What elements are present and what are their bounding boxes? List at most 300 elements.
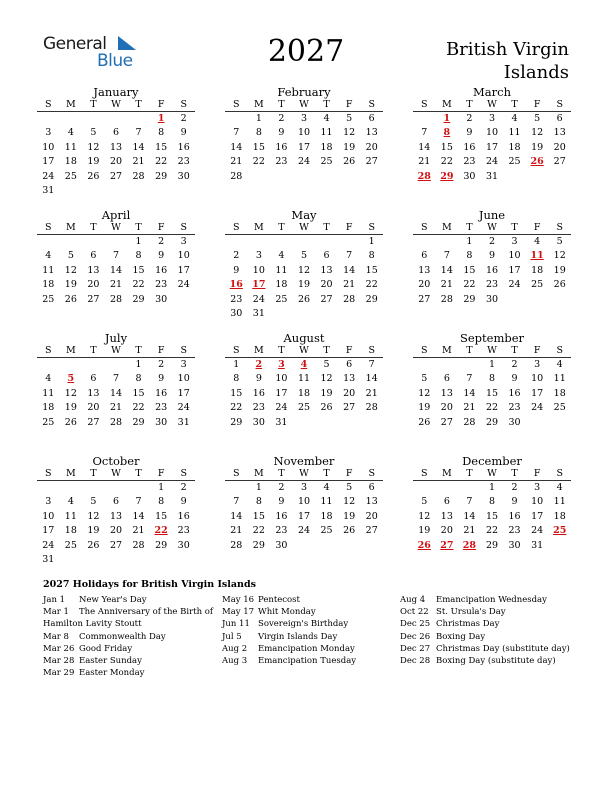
empty-cell bbox=[105, 112, 128, 126]
day-cell: 31 bbox=[42, 184, 55, 196]
day-cell: 13 bbox=[109, 510, 123, 522]
month-title: May bbox=[291, 208, 317, 222]
day-cell: 24 bbox=[177, 402, 190, 414]
weekday-label: F bbox=[157, 222, 165, 233]
day-cell: 23 bbox=[508, 525, 521, 537]
holiday-date: Jun 11 bbox=[222, 619, 250, 630]
day-cell: 15 bbox=[252, 141, 265, 153]
day-cell: 7 bbox=[466, 496, 473, 508]
day-cell: 15 bbox=[463, 264, 476, 276]
weekday-label: S bbox=[368, 222, 375, 233]
empty-cell bbox=[225, 481, 248, 495]
weekday-label: F bbox=[533, 468, 541, 479]
day-cell: 18 bbox=[553, 510, 566, 522]
day-cell: 13 bbox=[418, 264, 431, 276]
month-title: June bbox=[478, 208, 506, 222]
day-cell: 14 bbox=[463, 387, 476, 399]
day-cell: 3 bbox=[180, 236, 187, 247]
day-cell: 11 bbox=[553, 496, 566, 508]
holiday-name: Whit Monday bbox=[258, 607, 316, 618]
day-cell: 3 bbox=[488, 113, 496, 124]
holiday-row bbox=[222, 655, 392, 667]
weekday-label: S bbox=[45, 222, 52, 233]
day-cell: 15 bbox=[440, 141, 453, 153]
day-cell: 2 bbox=[511, 359, 518, 370]
day-cell: 23 bbox=[485, 279, 499, 291]
holiday-row bbox=[43, 594, 213, 606]
weekday-label: S bbox=[556, 99, 563, 110]
weekday-label: S bbox=[233, 222, 240, 233]
day-cell: 12 bbox=[297, 264, 311, 276]
month-march bbox=[413, 85, 571, 184]
day-cell: 15 bbox=[485, 387, 499, 399]
day-cell: 31 bbox=[275, 416, 288, 428]
holiday-row bbox=[400, 618, 580, 630]
day-cell: 29 bbox=[463, 293, 476, 305]
holiday-name: The Anniversary of the Birth of bbox=[79, 607, 214, 618]
holiday-day-cell: 28 bbox=[462, 539, 477, 551]
weekday-label: F bbox=[345, 345, 353, 356]
day-cell: 9 bbox=[466, 127, 473, 139]
weekday-label: T bbox=[90, 345, 97, 356]
holiday-date: Mar 26 bbox=[43, 643, 75, 654]
day-cell: 7 bbox=[112, 373, 120, 385]
weekday-label: T bbox=[90, 222, 97, 233]
weekday-label: M bbox=[441, 222, 452, 233]
holiday-name: Boxing Day (substitute day) bbox=[436, 655, 556, 666]
holiday-day-cell: 11 bbox=[530, 250, 544, 262]
day-cell: 22 bbox=[485, 402, 499, 414]
day-cell: 3 bbox=[300, 482, 308, 493]
day-cell: 2 bbox=[158, 359, 165, 370]
day-cell: 1 bbox=[488, 482, 496, 493]
holiday-date: Jan 1 bbox=[43, 595, 66, 605]
day-cell: 6 bbox=[346, 359, 353, 370]
day-cell: 29 bbox=[230, 416, 243, 428]
day-cell: 14 bbox=[343, 264, 356, 276]
month-title: February bbox=[277, 85, 331, 99]
day-cell: 30 bbox=[508, 416, 521, 428]
day-cell: 29 bbox=[485, 539, 499, 551]
day-cell: 21 bbox=[463, 525, 476, 537]
day-cell: 28 bbox=[109, 416, 123, 428]
day-cell: 1 bbox=[135, 236, 142, 247]
holiday-day-cell: 27 bbox=[440, 539, 454, 551]
day-cell: 20 bbox=[87, 279, 100, 291]
day-cell: 4 bbox=[45, 250, 52, 262]
day-cell: 25 bbox=[64, 539, 77, 551]
holiday-day-cell: 17 bbox=[252, 279, 266, 291]
holiday-row bbox=[400, 655, 580, 667]
day-cell: 1 bbox=[466, 236, 473, 247]
empty-cell bbox=[105, 358, 128, 372]
weekday-label: W bbox=[111, 99, 121, 110]
weekday-label: S bbox=[45, 345, 52, 356]
day-cell: 10 bbox=[531, 496, 544, 508]
day-cell: 19 bbox=[418, 402, 431, 414]
day-cell: 8 bbox=[135, 250, 142, 262]
weekday-label: F bbox=[533, 222, 541, 233]
day-cell: 23 bbox=[177, 156, 190, 168]
day-cell: 4 bbox=[511, 113, 518, 124]
day-cell: 1 bbox=[255, 482, 262, 493]
day-cell: 3 bbox=[511, 236, 518, 247]
weekday-header bbox=[413, 99, 571, 112]
weekday-label: F bbox=[533, 99, 541, 110]
day-cell: 27 bbox=[109, 539, 123, 551]
day-cell: 27 bbox=[87, 416, 100, 428]
day-cell: 29 bbox=[132, 416, 145, 428]
day-cell: 10 bbox=[252, 264, 265, 276]
day-grid bbox=[225, 481, 383, 553]
weekday-label: T bbox=[511, 468, 518, 479]
weekday-label: S bbox=[368, 99, 375, 110]
day-cell: 12 bbox=[418, 387, 431, 399]
holiday-name: Boxing Day bbox=[436, 631, 486, 642]
day-cell: 4 bbox=[323, 113, 330, 124]
day-cell: 19 bbox=[531, 141, 544, 153]
empty-cell bbox=[413, 112, 436, 126]
holiday-day-cell: 29 bbox=[440, 170, 454, 182]
holiday-name: Sovereign's Birthday bbox=[258, 619, 349, 630]
day-cell: 7 bbox=[443, 250, 450, 262]
day-cell: 20 bbox=[553, 141, 566, 153]
weekday-label: M bbox=[441, 99, 452, 110]
day-cell: 16 bbox=[155, 387, 168, 399]
empty-cell bbox=[436, 481, 459, 495]
day-cell: 12 bbox=[87, 141, 100, 153]
day-cell: 23 bbox=[155, 279, 168, 291]
day-cell: 19 bbox=[418, 525, 431, 537]
day-cell: 12 bbox=[87, 510, 100, 522]
day-cell: 6 bbox=[368, 113, 375, 124]
empty-cell bbox=[82, 358, 105, 372]
month-title: January bbox=[93, 85, 139, 99]
weekday-label: F bbox=[157, 345, 165, 356]
day-cell: 17 bbox=[531, 387, 544, 399]
day-cell: 10 bbox=[485, 127, 499, 139]
day-cell: 12 bbox=[64, 387, 77, 399]
day-cell: 8 bbox=[488, 496, 496, 508]
holiday-row bbox=[43, 655, 213, 667]
day-cell: 24 bbox=[275, 402, 288, 414]
weekday-header bbox=[225, 468, 383, 481]
holiday-date: Mar 8 bbox=[43, 631, 69, 642]
day-cell: 5 bbox=[300, 250, 308, 262]
holiday-row bbox=[222, 606, 392, 618]
weekday-label: T bbox=[278, 345, 285, 356]
holiday-row bbox=[222, 594, 392, 606]
empty-cell bbox=[37, 358, 60, 372]
day-cell: 22 bbox=[252, 156, 265, 168]
day-cell: 9 bbox=[255, 373, 262, 385]
day-cell: 18 bbox=[320, 510, 333, 522]
day-cell: 27 bbox=[87, 293, 100, 305]
day-cell: 4 bbox=[67, 496, 74, 508]
weekday-label: S bbox=[421, 345, 428, 356]
day-cell: 11 bbox=[275, 264, 288, 276]
logo-flag-icon bbox=[116, 36, 136, 50]
day-cell: 13 bbox=[87, 387, 100, 399]
day-cell: 23 bbox=[275, 525, 288, 537]
day-cell: 22 bbox=[132, 402, 145, 414]
day-cell: 28 bbox=[109, 293, 123, 305]
weekday-label: T bbox=[466, 345, 473, 356]
day-cell: 12 bbox=[553, 250, 566, 262]
holiday-row bbox=[400, 631, 580, 643]
day-cell: 17 bbox=[42, 525, 55, 537]
holiday-row bbox=[400, 643, 580, 655]
day-cell: 14 bbox=[463, 510, 476, 522]
holiday-column bbox=[43, 594, 213, 679]
weekday-label: W bbox=[299, 222, 309, 233]
country-line-1: British Virgin bbox=[445, 39, 569, 60]
day-cell: 25 bbox=[42, 416, 55, 428]
day-grid bbox=[37, 112, 195, 198]
day-cell: 1 bbox=[158, 482, 165, 493]
day-cell: 11 bbox=[553, 373, 566, 385]
month-july bbox=[37, 331, 195, 430]
day-cell: 2 bbox=[466, 113, 473, 124]
day-cell: 21 bbox=[440, 279, 453, 291]
day-cell: 21 bbox=[230, 525, 243, 537]
day-cell: 6 bbox=[90, 373, 97, 385]
day-cell: 10 bbox=[531, 373, 544, 385]
day-cell: 13 bbox=[109, 141, 123, 153]
day-cell: 2 bbox=[278, 113, 285, 124]
day-cell: 5 bbox=[534, 113, 541, 124]
weekday-label: S bbox=[421, 99, 428, 110]
day-grid bbox=[37, 358, 195, 430]
day-cell: 4 bbox=[323, 482, 330, 493]
weekday-label: S bbox=[368, 468, 375, 479]
day-cell: 6 bbox=[556, 113, 563, 124]
day-cell: 17 bbox=[508, 264, 521, 276]
day-cell: 22 bbox=[132, 279, 145, 291]
weekday-label: W bbox=[487, 222, 497, 233]
day-cell: 28 bbox=[230, 170, 243, 182]
month-april bbox=[37, 208, 195, 307]
month-december bbox=[413, 454, 571, 553]
day-cell: 29 bbox=[155, 170, 168, 182]
logo-word-general: General bbox=[43, 34, 107, 54]
day-cell: 3 bbox=[180, 359, 187, 370]
day-cell: 30 bbox=[508, 539, 521, 551]
day-cell: 22 bbox=[485, 525, 499, 537]
day-cell: 26 bbox=[64, 416, 77, 428]
day-cell: 7 bbox=[346, 250, 353, 262]
day-cell: 6 bbox=[323, 250, 330, 262]
weekday-label: M bbox=[441, 345, 452, 356]
day-cell: 22 bbox=[440, 156, 453, 168]
month-february bbox=[225, 85, 383, 184]
day-cell: 11 bbox=[42, 387, 55, 399]
day-cell: 13 bbox=[365, 127, 378, 139]
weekday-label: S bbox=[180, 99, 187, 110]
day-cell: 13 bbox=[440, 387, 453, 399]
day-cell: 14 bbox=[230, 510, 243, 522]
weekday-label: F bbox=[345, 468, 353, 479]
day-cell: 21 bbox=[365, 387, 378, 399]
empty-cell bbox=[436, 358, 459, 372]
holiday-name: Christmas Day bbox=[436, 619, 500, 630]
day-cell: 31 bbox=[485, 170, 499, 182]
weekday-label: S bbox=[556, 345, 563, 356]
day-cell: 27 bbox=[553, 156, 566, 168]
day-cell: 18 bbox=[42, 279, 55, 291]
weekday-label: M bbox=[253, 222, 264, 233]
weekday-label: S bbox=[180, 468, 187, 479]
empty-cell bbox=[458, 358, 481, 372]
holiday-day-cell: 2 bbox=[255, 359, 263, 370]
day-cell: 19 bbox=[64, 279, 77, 291]
day-cell: 2 bbox=[488, 236, 496, 247]
day-cell: 27 bbox=[418, 293, 431, 305]
day-cell: 6 bbox=[443, 496, 450, 508]
empty-cell bbox=[105, 235, 128, 249]
day-cell: 21 bbox=[109, 279, 123, 291]
holiday-day-cell: 4 bbox=[300, 359, 308, 370]
day-cell: 19 bbox=[297, 279, 311, 291]
day-cell: 9 bbox=[180, 496, 187, 508]
holiday-date: Aug 4 bbox=[400, 595, 426, 605]
day-cell: 16 bbox=[177, 141, 190, 153]
day-cell: 24 bbox=[485, 156, 499, 168]
weekday-label: M bbox=[65, 345, 76, 356]
day-cell: 4 bbox=[45, 373, 52, 385]
day-cell: 5 bbox=[67, 250, 74, 262]
weekday-label: F bbox=[345, 222, 353, 233]
weekday-label: T bbox=[323, 345, 330, 356]
day-cell: 28 bbox=[440, 293, 453, 305]
day-cell: 30 bbox=[463, 170, 476, 182]
day-cell: 17 bbox=[297, 510, 311, 522]
day-cell: 10 bbox=[177, 373, 190, 385]
weekday-label: S bbox=[233, 468, 240, 479]
day-cell: 5 bbox=[421, 373, 428, 385]
holiday-day-cell: 26 bbox=[530, 156, 544, 168]
weekday-header bbox=[413, 468, 571, 481]
day-cell: 1 bbox=[368, 236, 375, 247]
day-cell: 15 bbox=[365, 264, 378, 276]
day-cell: 25 bbox=[320, 156, 333, 168]
day-cell: 14 bbox=[109, 264, 123, 276]
day-cell: 28 bbox=[132, 539, 145, 551]
day-cell: 20 bbox=[418, 279, 431, 291]
day-cell: 19 bbox=[64, 402, 77, 414]
weekday-label: T bbox=[135, 345, 142, 356]
holiday-row bbox=[400, 594, 580, 606]
day-cell: 6 bbox=[112, 127, 120, 139]
month-title: September bbox=[459, 331, 525, 345]
empty-cell bbox=[60, 235, 83, 249]
day-cell: 11 bbox=[64, 510, 77, 522]
day-cell: 16 bbox=[508, 387, 521, 399]
day-cell: 16 bbox=[463, 141, 476, 153]
empty-cell bbox=[37, 112, 60, 126]
day-cell: 6 bbox=[90, 250, 97, 262]
empty-cell bbox=[270, 235, 293, 249]
day-grid bbox=[37, 235, 195, 307]
day-cell: 14 bbox=[230, 141, 243, 153]
holiday-day-cell: 8 bbox=[443, 127, 451, 139]
month-title: December bbox=[462, 454, 522, 468]
weekday-label: M bbox=[441, 468, 452, 479]
day-cell: 8 bbox=[255, 496, 262, 508]
weekday-label: M bbox=[253, 345, 264, 356]
day-cell: 21 bbox=[230, 156, 243, 168]
day-cell: 21 bbox=[343, 279, 356, 291]
day-cell: 3 bbox=[534, 482, 541, 493]
day-cell: 26 bbox=[553, 279, 566, 291]
day-cell: 16 bbox=[177, 510, 190, 522]
day-cell: 6 bbox=[443, 373, 450, 385]
day-cell: 11 bbox=[64, 141, 77, 153]
holiday-date: Aug 2 bbox=[222, 643, 248, 654]
holiday-row bbox=[43, 643, 213, 655]
weekday-label: F bbox=[157, 468, 165, 479]
day-cell: 31 bbox=[42, 553, 55, 565]
day-cell: 11 bbox=[320, 496, 333, 508]
day-cell: 4 bbox=[556, 359, 563, 370]
day-cell: 5 bbox=[323, 359, 330, 370]
empty-cell bbox=[127, 112, 150, 126]
day-cell: 3 bbox=[255, 250, 262, 262]
weekday-label: T bbox=[135, 468, 142, 479]
day-cell: 2 bbox=[233, 250, 240, 262]
holiday-date: Dec 28 bbox=[400, 655, 431, 666]
day-cell: 2 bbox=[158, 236, 165, 247]
day-cell: 7 bbox=[421, 127, 428, 139]
day-cell: 8 bbox=[466, 250, 473, 262]
month-november bbox=[225, 454, 383, 553]
day-cell: 20 bbox=[365, 141, 378, 153]
empty-cell bbox=[225, 112, 248, 126]
day-cell: 24 bbox=[531, 402, 544, 414]
holiday-name: Emancipation Monday bbox=[258, 643, 355, 654]
weekday-label: W bbox=[487, 99, 497, 110]
day-cell: 29 bbox=[155, 539, 168, 551]
weekday-header bbox=[37, 222, 195, 235]
day-cell: 18 bbox=[64, 156, 77, 168]
day-cell: 15 bbox=[485, 510, 499, 522]
day-cell: 7 bbox=[233, 496, 240, 508]
weekday-label: F bbox=[157, 99, 165, 110]
day-cell: 17 bbox=[275, 387, 288, 399]
day-cell: 30 bbox=[155, 293, 168, 305]
day-cell: 23 bbox=[252, 402, 265, 414]
day-cell: 12 bbox=[343, 127, 356, 139]
weekday-header bbox=[37, 345, 195, 358]
weekday-label: W bbox=[111, 468, 121, 479]
day-cell: 11 bbox=[297, 373, 311, 385]
day-grid bbox=[413, 112, 571, 184]
day-cell: 11 bbox=[508, 127, 521, 139]
day-cell: 17 bbox=[485, 141, 499, 153]
day-cell: 6 bbox=[368, 482, 375, 493]
weekday-label: S bbox=[180, 345, 187, 356]
day-cell: 28 bbox=[230, 539, 243, 551]
holiday-name: Christmas Day (substitute day) bbox=[436, 643, 570, 654]
day-grid bbox=[37, 481, 195, 567]
holiday-row bbox=[43, 631, 213, 643]
weekday-header bbox=[37, 99, 195, 112]
day-cell: 5 bbox=[90, 496, 97, 508]
holiday-row bbox=[222, 631, 392, 643]
weekday-label: T bbox=[511, 222, 518, 233]
weekday-label: M bbox=[65, 99, 76, 110]
empty-cell bbox=[105, 481, 128, 495]
